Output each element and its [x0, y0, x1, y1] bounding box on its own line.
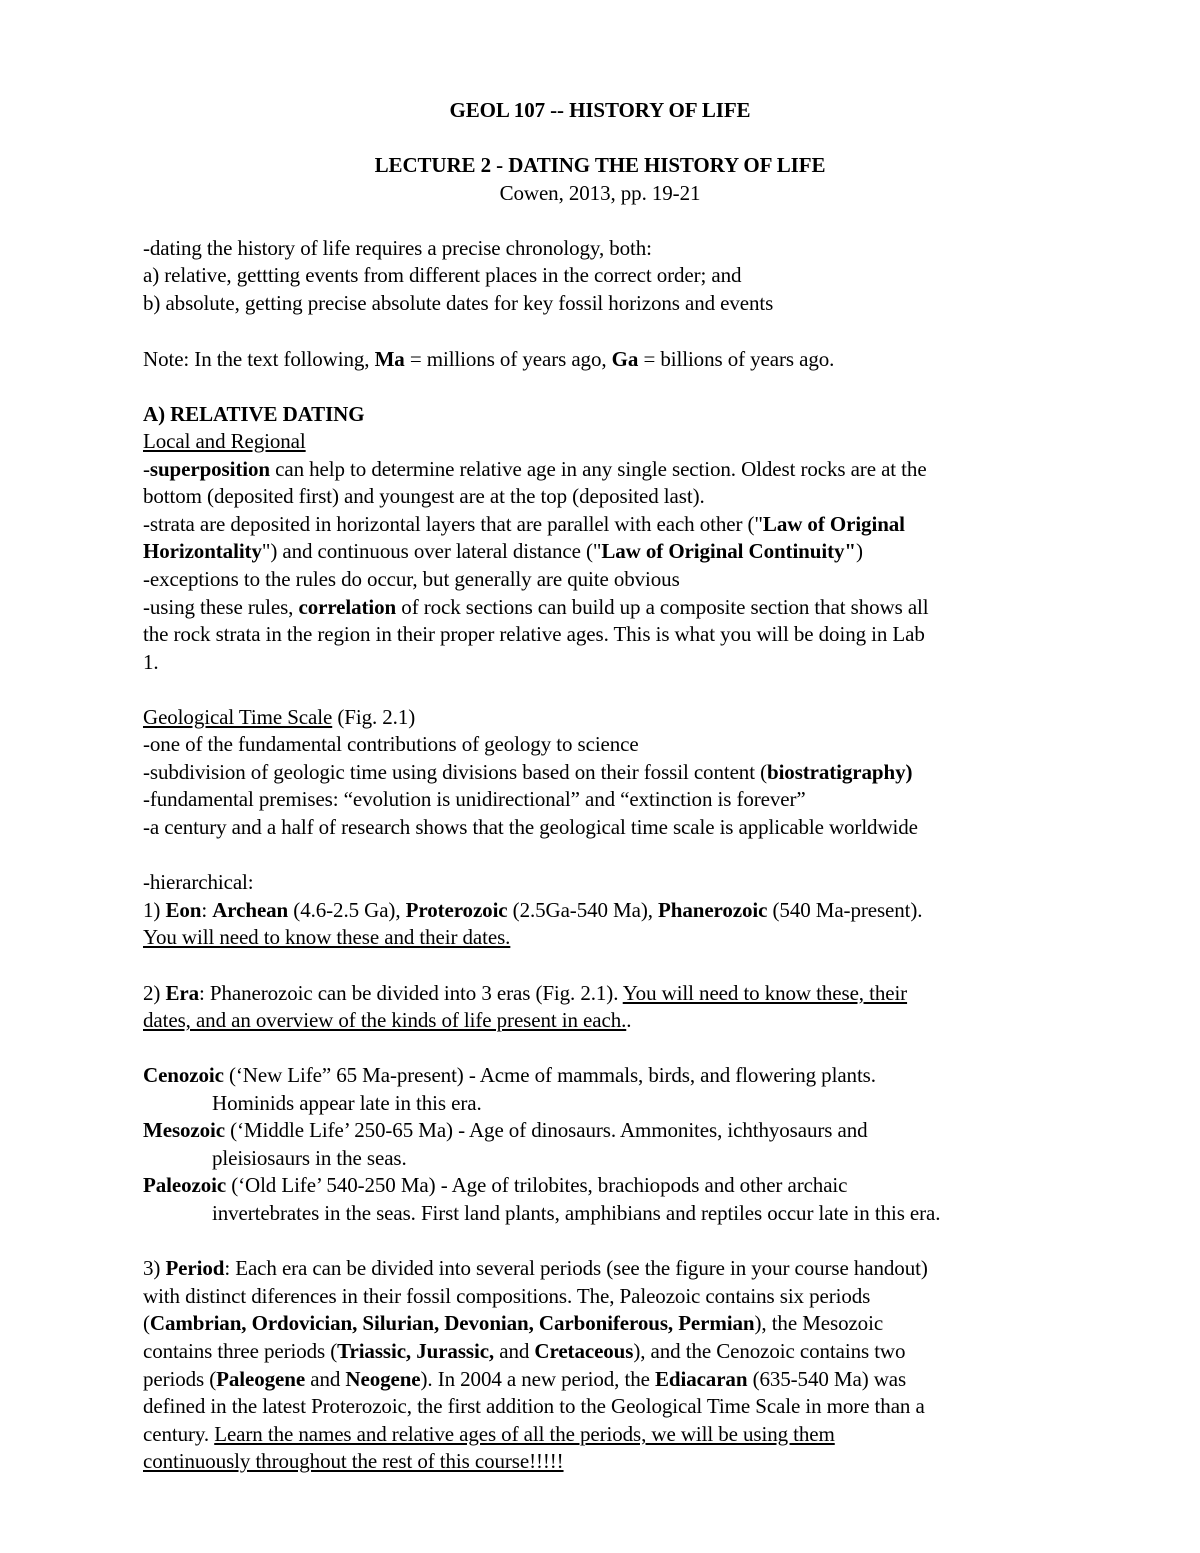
mesozoic-entry: Mesozoic (‘Middle Life’ 250-65 Ma) - Age of dinosaurs. Ammonites, ichthyosaurs and: [143, 1118, 868, 1142]
relative-text-line: the rock strata in the region in their proper relative ages. This is what you will be doing in Lab: [143, 622, 925, 646]
period-text-line: with distinct diferences in their fossil compositions. The, Paleozoic contains six periods: [143, 1284, 871, 1308]
relative-text-line: -exceptions to the rules do occur, but generally are quite obvious: [143, 567, 680, 591]
continuity-line: Horizontality") and continuous over lateral distance ("Law of Original Continuity"): [143, 539, 863, 563]
time-scale-line: -a century and a half of research shows that the geological time scale is applicable worldwide: [143, 815, 918, 839]
era-must-know: dates, and an overview of the kinds of life present in each..: [143, 1008, 632, 1032]
mesozoic-entry-cont: pleisiosaurs in the seas.: [212, 1146, 407, 1170]
intro-line: b) absolute, getting precise absolute dates for key fossil horizons and events: [143, 291, 774, 315]
cenozoic-entry: Cenozoic (‘New Life” 65 Ma-present) - Acme of mammals, birds, and flowering plants.: [143, 1063, 876, 1087]
period-must-learn: century. Learn the names and relative ages of all the periods, we will be using them: [143, 1422, 835, 1446]
relative-text-line: 1.: [143, 650, 159, 674]
eon-line: 1) Eon: Archean (4.6-2.5 Ga), Proterozoic (2.5Ga-540 Ma), Phanerozoic (540 Ma-present).: [143, 898, 923, 922]
relative-text-line: bottom (deposited first) and youngest are at the top (deposited last).: [143, 484, 705, 508]
biostratigraphy-line: -subdivision of geologic time using divisions based on their fossil content (biostratigraphy): [143, 760, 913, 784]
time-scale-line: -fundamental premises: “evolution is unidirectional” and “extinction is forever”: [143, 787, 806, 811]
lecture-title: LECTURE 2 - DATING THE HISTORY OF LIFE: [374, 153, 826, 177]
superposition-line: -superposition can help to determine relative age in any single section. Oldest rocks are at the: [143, 457, 927, 481]
units-note: Note: In the text following, Ma = millions of years ago, Ga = billions of years ago.: [143, 347, 835, 371]
correlation-line: -using these rules, correlation of rock sections can build up a composite section that shows all: [143, 595, 929, 619]
intro-line: a) relative, gettting events from different places in the correct order; and: [143, 263, 742, 287]
reading-reference: Cowen, 2013, pp. 19-21: [499, 181, 701, 205]
local-regional-subheading: Local and Regional: [143, 429, 306, 453]
intro-line: -dating the history of life requires a precise chronology, both:: [143, 236, 652, 260]
hierarchical-label: -hierarchical:: [143, 870, 254, 894]
time-scale-line: -one of the fundamental contributions of geology to science: [143, 732, 639, 756]
time-scale-subheading: Geological Time Scale (Fig. 2.1): [143, 705, 416, 729]
period-text-line: defined in the latest Proterozoic, the first addition to the Geological Time Scale in more than a: [143, 1394, 925, 1418]
paleozoic-periods-line: (Cambrian, Ordovician, Silurian, Devonian, Carboniferous, Permian), the Mesozoic: [143, 1311, 884, 1335]
cenozoic-entry-cont: Hominids appear late in this era.: [212, 1091, 482, 1115]
era-line: 2) Era: Phanerozoic can be divided into 3 eras (Fig. 2.1). You will need to know these, their: [143, 981, 908, 1005]
paleozoic-entry-cont: invertebrates in the seas. First land plants, amphibians and reptiles occur late in this era.: [212, 1201, 941, 1225]
period-line: 3) Period: Each era can be divided into several periods (see the figure in your course handout): [143, 1256, 928, 1280]
course-title: GEOL 107 -- HISTORY OF LIFE: [449, 98, 751, 122]
mesozoic-periods-line: contains three periods (Triassic, Jurassic, and Cretaceous), and the Cenozoic contains two: [143, 1339, 906, 1363]
paleozoic-entry: Paleozoic (‘Old Life’ 540-250 Ma) - Age of trilobites, brachiopods and other archaic: [143, 1173, 848, 1197]
eon-must-know: You will need to know these and their dates.: [143, 925, 511, 949]
period-must-learn-cont: continuously throughout the rest of this course!!!!!: [143, 1449, 564, 1473]
cenozoic-periods-line: periods (Paleogene and Neogene). In 2004 a new period, the Ediacaran (635-540 Ma) was: [143, 1367, 907, 1391]
relative-dating-heading: A) RELATIVE DATING: [143, 402, 365, 426]
horizontality-line: -strata are deposited in horizontal layers that are parallel with each other ("Law of Original: [143, 512, 905, 536]
